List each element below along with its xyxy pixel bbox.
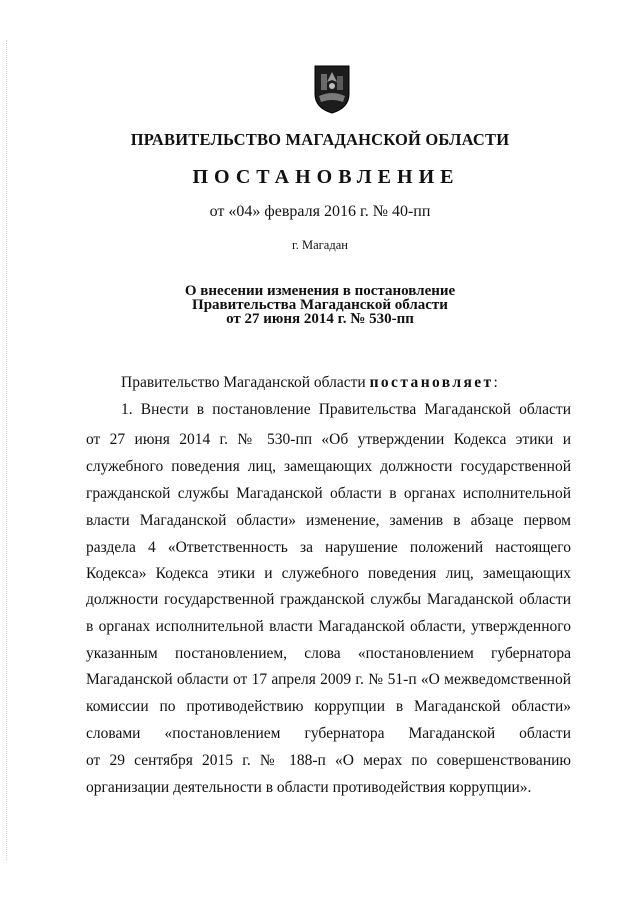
intro-prefix: Правительство Магаданской области <box>121 374 370 391</box>
document-city: г. Магадан <box>292 238 348 252</box>
document-date-number: от «04» февраля 2016 г. № 40-пп <box>209 203 431 220</box>
resolution-intro <box>121 374 498 392</box>
body-line: Кодекса» Кодекса этики и служебного поведения лиц, замещающих <box>86 565 571 582</box>
body-line: словами «постановлением губернатора Магаданской области <box>86 725 571 742</box>
subject-line: от 27 июня 2014 г. № 530-пп <box>226 311 414 327</box>
body-line: раздела 4 «Ответственность за нарушение положений настоящего <box>86 539 571 556</box>
document-subject <box>0 284 640 326</box>
body-line: гражданской службы Магаданской области в органах исполнительной <box>86 485 571 502</box>
body-line: служебного поведения лиц, замещающих должности государственной <box>86 458 571 475</box>
subject-line: О внесении изменения в постановление <box>184 283 456 299</box>
body-line: Магаданской области от 17 апреля 2009 г. № 51-п «О межведомственной <box>86 671 571 688</box>
body-line: в органах исполнительной власти Магаданской области, утвержденного <box>86 618 571 635</box>
body-line: власти Магаданской области» изменение, заменив в абзаце первом <box>86 512 571 529</box>
body-line: организации деятельности в области противодействия коррупции». <box>86 779 532 796</box>
subject-line: Правительства Магаданской области <box>192 297 448 313</box>
intro-suffix: : <box>493 374 498 391</box>
intro-decrees: постановляет <box>369 374 494 391</box>
scan-margin-dots <box>6 40 8 860</box>
coat-of-arms-icon <box>313 64 351 114</box>
body-line: 1. Внести в постановление Правительства Магаданской области <box>121 401 571 418</box>
body-line: от 29 сентября 2015 г. № 188-п «О мерах по совершенствованию <box>86 752 571 769</box>
organization-name: ПРАВИТЕЛЬСТВО МАГАДАНСКОЙ ОБЛАСТИ <box>130 130 510 149</box>
document-type: ПОСТАНОВЛЕНИЕ <box>192 166 460 188</box>
body-line: должности государственной гражданской службы Магаданской области <box>86 591 571 608</box>
body-line: комиссии по противодействию коррупции в Магаданской области» <box>86 698 571 715</box>
body-line: указанным постановлением, слова «постановлением губернатора <box>86 645 571 662</box>
body-line: от 27 июня 2014 г. № 530-пп «Об утверждении Кодекса этики и <box>86 431 571 448</box>
